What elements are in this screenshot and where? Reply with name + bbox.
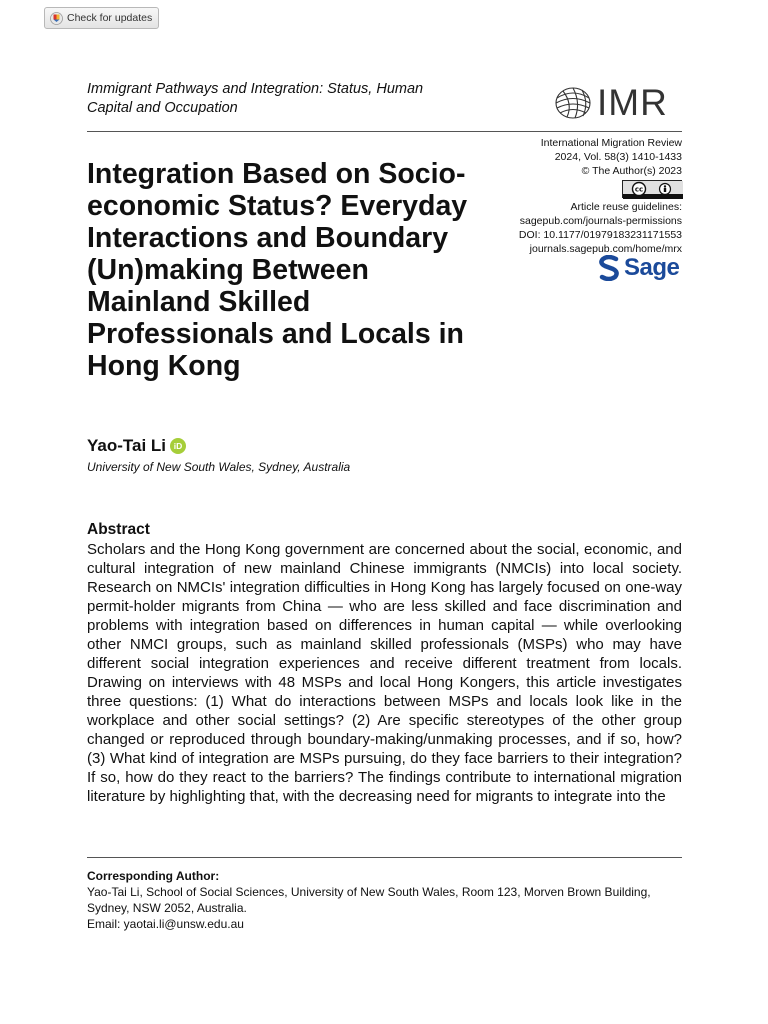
copyright: © The Author(s) 2023 bbox=[581, 165, 682, 177]
footnote-divider bbox=[87, 857, 682, 858]
corresponding-author-address: Yao-Tai Li, School of Social Sciences, University of New South Wales, Room 123, Morven Brown Building, Sydney, NSW 2052, Australia. bbox=[87, 885, 651, 915]
reuse-guidelines-link[interactable]: sagepub.com/journals-permissions bbox=[519, 215, 682, 227]
abstract-text: Scholars and the Hong Kong government are concerned about the social, economic, and cultural integration of new mainland Chinese immigrants (NMCIs) into local society. Research on NMCIs' integration difficulties in Hong Kong has largely focused on one-way permit-holder migrants from China — who are less skilled and face discrimination and problems with integration based on differences in human capital — while overlooking other NMCI groups, such as mainland skilled professionals (MSPs) who may have different social integration experiences and receive different treatment from locals. Drawing on interviews with 48 MSPs and local Hong Kongers, this article investigates three questions: (1) What do interactions between MSPs and locals look like in the workplace and other social settings? (2) Are specific stereotypes of the other group changed or reproduced through boundary-making/unmaking processes, and if so, how? (3) What kind of integration are MSPs pursuing, do they face barriers to their integration? If so, how do they react to the barriers? The findings contribute to international migration literature by highlighting that, with the decreasing need for migrants to integrate into the bbox=[87, 541, 682, 805]
orcid-icon[interactable]: iD bbox=[170, 438, 186, 454]
cc-by-license-icon[interactable] bbox=[622, 180, 682, 198]
sage-s-icon bbox=[598, 255, 620, 281]
header-divider bbox=[87, 131, 682, 132]
svg-text:cc: cc bbox=[634, 185, 644, 194]
journal-name: International Migration Review bbox=[540, 137, 682, 149]
check-for-updates-label: Check for updates bbox=[67, 12, 153, 24]
journal-logo-text: IMR bbox=[597, 82, 668, 123]
corresponding-author-email[interactable]: Email: yaotai.li@unsw.edu.au bbox=[87, 917, 244, 931]
crossmark-icon bbox=[50, 12, 63, 25]
corresponding-author-heading: Corresponding Author: bbox=[87, 869, 220, 883]
abstract-heading: Abstract bbox=[87, 521, 150, 538]
doi[interactable]: DOI: 10.1177/01979183231171553 bbox=[518, 229, 682, 241]
author-name: Yao-Tai Li bbox=[87, 436, 167, 455]
author-line bbox=[87, 436, 186, 456]
series-title: Immigrant Pathways and Integration: Status, Human Capital and Occupation bbox=[87, 81, 424, 116]
author-affiliation: University of New South Wales, Sydney, Australia bbox=[87, 460, 351, 474]
journal-url[interactable]: journals.sagepub.com/home/mrx bbox=[529, 243, 682, 255]
publisher-logo bbox=[598, 253, 684, 283]
article-title: Integration Based on Socio-economic Status? Everyday Interactions and Boundary (Un)making Between Mainland Skilled Professionals and Locals in Hong Kong bbox=[87, 158, 468, 382]
corresponding-author-footnote bbox=[87, 868, 687, 932]
journal-volume: 2024, Vol. 58(3) 1410-1433 bbox=[554, 151, 682, 163]
reuse-guidelines-label: Article reuse guidelines: bbox=[570, 201, 682, 213]
journal-logo bbox=[553, 84, 685, 122]
globe-icon bbox=[553, 84, 593, 122]
check-for-updates-button[interactable] bbox=[44, 7, 159, 29]
publisher-logo-text: Sage bbox=[624, 254, 680, 281]
